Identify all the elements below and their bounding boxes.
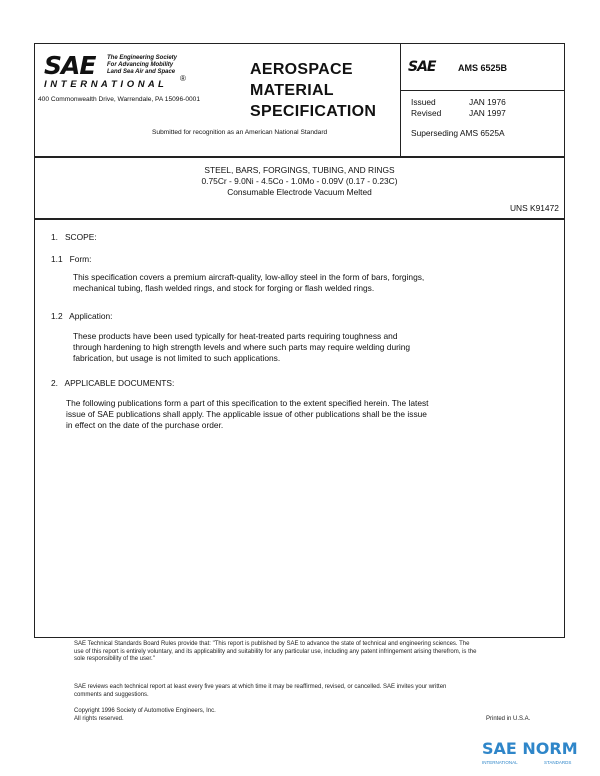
superseding: Superseding AMS 6525A bbox=[411, 128, 505, 138]
logo-tagline: The Engineering Society For Advancing Mobility Land Sea Air and Space bbox=[107, 55, 178, 75]
doc-number: AMS 6525B bbox=[458, 63, 508, 73]
section-2-heading: 2. APPLICABLE DOCUMENTS: bbox=[51, 378, 175, 388]
footer-printed: Printed in U.S.A. bbox=[486, 716, 531, 722]
revised-date: JAN 1997 bbox=[469, 108, 506, 118]
section-1-2-text: These products have been used typically for heat-treated parts requiring toughness and through hardening to high strength levels and where such parts may require welding during fabrication, but usage is not limited to such applications. bbox=[73, 331, 411, 363]
address: 400 Commonwealth Drive, Warrendale, PA 15096-0001 bbox=[38, 96, 200, 103]
watermark-brand: SAE NORM bbox=[482, 739, 578, 758]
page-title: AEROSPACE MATERIAL SPECIFICATION bbox=[250, 61, 377, 120]
issued-label: Issued bbox=[411, 97, 436, 107]
right-sae-logo: SAE bbox=[408, 59, 436, 75]
section-1-heading: 1. SCOPE: bbox=[51, 232, 97, 242]
header-divider bbox=[400, 43, 401, 157]
sae-logo-text: SAE bbox=[44, 51, 96, 80]
submitted-note: Submitted for recognition as an American National Standard bbox=[152, 129, 328, 136]
section-2-text: The following publications form a part of this specification to the extent specified herein. The latest issue of SAE publications shall apply. The applicable issue of other publications shall be the issue in effect on the date of the purchase order. bbox=[66, 398, 429, 430]
watermark-sub-left: INTERNATIONAL bbox=[482, 760, 518, 765]
registered-mark: ® bbox=[180, 74, 186, 83]
material-process: Consumable Electrode Vacuum Melted bbox=[227, 187, 372, 197]
footer-disclaimer: SAE Technical Standards Board Rules provide that: "This report is published by SAE to advance the state of technical and engineering sciences. The use of this report is entirely voluntary, and its applicability and suitability for any particular use, including any patent infringement arising therefrom, is the sole responsibility of the user." bbox=[74, 641, 477, 662]
section-1-1-heading: 1.1 Form: bbox=[51, 254, 92, 264]
footer-review-note: SAE reviews each technical report at least every five years at which time it may be reaffirmed, revised, or cancelled. SAE invites your written comments and suggestions. bbox=[74, 684, 447, 698]
sae-logo bbox=[40, 52, 190, 92]
section-1-1-text: This specification covers a premium aircraft-quality, low-alloy steel in the form of bars, forgings, mechanical tubing, flash welded rings, and stock for forging or flash welded rings. bbox=[73, 272, 425, 293]
docnum-underline bbox=[400, 90, 565, 91]
logo-international: I N T E R N A T I O N A L bbox=[44, 79, 165, 90]
revised-label: Revised bbox=[411, 108, 442, 118]
sae-norm-watermark bbox=[482, 739, 594, 773]
watermark-sub-right: STANDARDS bbox=[544, 760, 572, 765]
material-title: STEEL, BARS, FORGINGS, TUBING, AND RINGS bbox=[204, 165, 395, 175]
section-1-2-heading: 1.2 Application: bbox=[51, 311, 113, 321]
footer-copyright: Copyright 1996 Society of Automotive Engineers, Inc. All rights reserved. bbox=[74, 708, 216, 722]
material-composition: 0.75Cr - 9.0Ni - 4.5Co - 1.0Mo - 0.09V (0.17 - 0.23C) bbox=[201, 176, 398, 186]
issued-date: JAN 1976 bbox=[469, 97, 506, 107]
uns-number: UNS K91472 bbox=[510, 203, 559, 213]
